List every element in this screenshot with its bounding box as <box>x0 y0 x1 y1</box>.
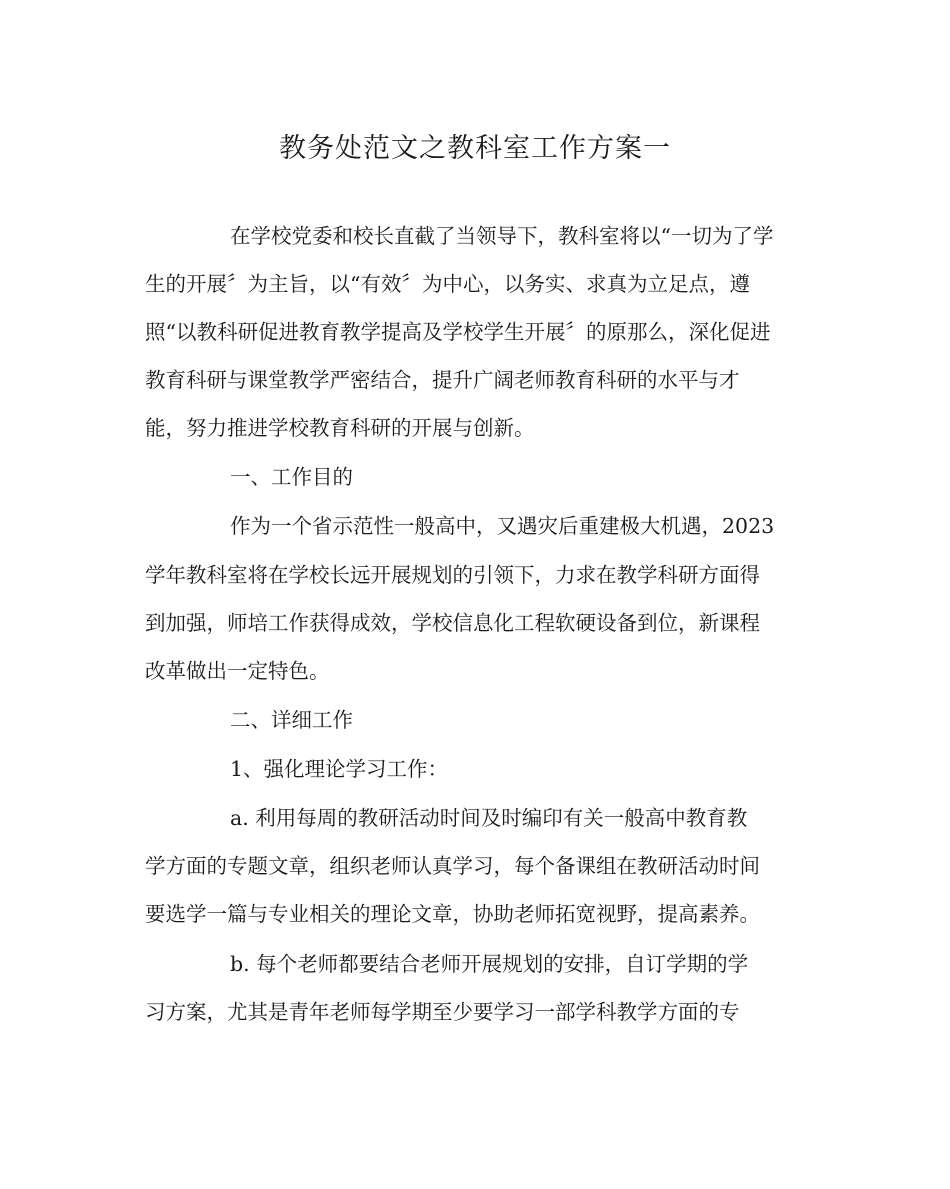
paragraph-line: 要选学一篇与专业相关的理论文章，协助老师拓宽视野，提高素养。 <box>145 902 760 926</box>
paragraph-line: 习方案，尤其是青年老师每学期至少要学习一部学科教学方面的专 <box>145 1000 740 1024</box>
paragraph-line: a. 利用每周的教研活动时间及时编印有关一般高中教育教 <box>230 806 748 830</box>
document-title: 教务处范文之教科室工作方案一 <box>279 133 671 164</box>
paragraph-line: 学方面的专题文章，组织老师认真学习，每个备课组在教研活动时间 <box>145 854 760 878</box>
section-heading: 一、工作目的 <box>230 465 353 489</box>
paragraph-line: 到加强，师培工作获得成效，学校信息化工程软硬设备到位，新课程 <box>145 611 760 635</box>
paragraph-line: 能，努力推进学校教育科研的开展与创新。 <box>145 416 535 440</box>
paragraph-line: 生的开展〞为主旨，以“有效〞为中心，以务实、求真为立足点，遵 <box>145 272 750 296</box>
subsection-heading: 1、强化理论学习工作： <box>230 757 449 781</box>
paragraph-line: 在学校党委和校长直截了当领导下，教科室将以“一切为了学 <box>230 224 774 248</box>
paragraph-line: b. 每个老师都要结合老师开展规划的安排，自订学期的学 <box>230 952 749 976</box>
paragraph-line: 改革做出一定特色。 <box>145 659 330 683</box>
paragraph-line: 教育科研与课堂教学严密结合，提升广阔老师教育科研的水平与才 <box>145 368 740 392</box>
section-heading: 二、详细工作 <box>230 708 353 732</box>
paragraph-line: 作为一个省示范性一般高中，又遇灾后重建极大机遇，2023 <box>230 514 775 538</box>
paragraph-line: 照“以教科研促进教育教学提高及学校学生开展〞的原那么，深化促进 <box>145 320 771 344</box>
paragraph-line: 学年教科室将在学校长远开展规划的引领下，力求在教学科研方面得 <box>145 563 760 587</box>
